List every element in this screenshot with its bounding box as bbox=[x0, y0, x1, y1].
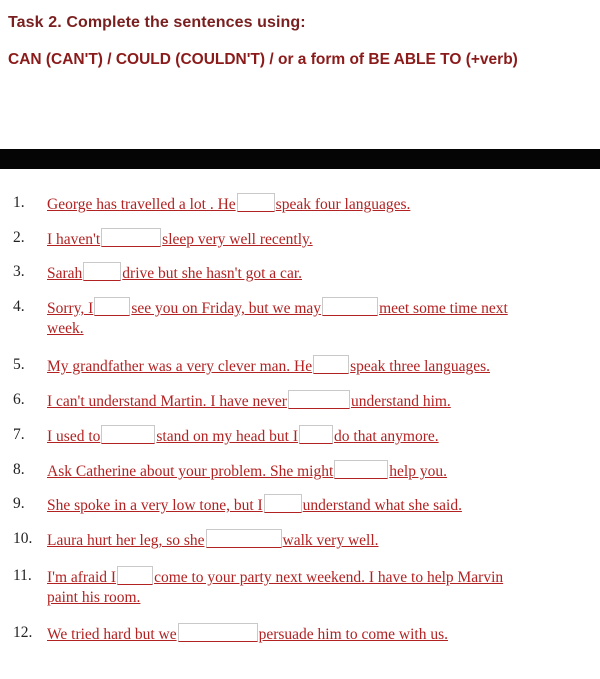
item-number: 7. bbox=[13, 426, 25, 443]
answer-box[interactable] bbox=[206, 529, 282, 548]
sentence-part: walk very well. bbox=[282, 532, 379, 549]
item-number: 12. bbox=[13, 624, 33, 641]
sentence-part: meet some time next bbox=[379, 300, 508, 317]
item-number: 10. bbox=[13, 530, 33, 547]
sentence-part: George has travelled a lot . He bbox=[47, 196, 236, 213]
black-band bbox=[0, 149, 600, 169]
sentence-part: Sorry, I bbox=[47, 300, 94, 317]
sentence-part: stand on my head but I bbox=[156, 428, 299, 445]
item-number: 11. bbox=[13, 567, 32, 584]
sentence-part: understand what she said. bbox=[302, 497, 462, 514]
answer-box[interactable] bbox=[288, 390, 350, 409]
item-number: 5. bbox=[13, 356, 25, 373]
sentence-part: My grandfather was a very clever man. He bbox=[47, 358, 313, 375]
sentence-part: She spoke in a very low tone, but I bbox=[47, 497, 263, 514]
answer-box[interactable] bbox=[334, 460, 388, 479]
answer-box[interactable] bbox=[83, 262, 121, 281]
item-number: 2. bbox=[13, 229, 25, 246]
answer-box[interactable] bbox=[313, 355, 349, 374]
sentence-part: understand him. bbox=[350, 393, 451, 410]
answer-box[interactable] bbox=[237, 193, 275, 212]
answer-box[interactable] bbox=[101, 425, 155, 444]
sentence-part: Ask Catherine about your problem. She might bbox=[47, 463, 334, 480]
sentence-part: Sarah bbox=[47, 265, 83, 282]
sentence-part: We tried hard but we bbox=[47, 626, 177, 643]
sentence-part: persuade him to come with us. bbox=[258, 626, 448, 643]
task-title: Task 2. Complete the sentences using: bbox=[8, 14, 306, 31]
sentence-part: come to your party next weekend. I have to help Marvin bbox=[154, 569, 504, 586]
item-number: 1. bbox=[13, 194, 25, 211]
item-number: 6. bbox=[13, 391, 25, 408]
item-number: 3. bbox=[13, 263, 25, 280]
sentence-part: paint his room. bbox=[47, 589, 141, 606]
sentence-part: week. bbox=[47, 320, 84, 337]
item-number: 4. bbox=[13, 298, 25, 315]
sentence-part: I used to bbox=[47, 428, 101, 445]
answer-box[interactable] bbox=[101, 228, 161, 247]
sentence-part: sleep very well recently. bbox=[162, 231, 313, 248]
answer-box[interactable] bbox=[299, 425, 333, 444]
sentence-part: do that anymore. bbox=[334, 428, 439, 445]
sentence-part: I haven't bbox=[47, 231, 101, 248]
answer-box[interactable] bbox=[94, 297, 130, 316]
sentence-part: speak three languages. bbox=[350, 358, 490, 375]
sentence-part: I can't understand Martin. I have never bbox=[47, 393, 287, 410]
item-number: 9. bbox=[13, 495, 25, 512]
sentence-part: I'm afraid I bbox=[47, 569, 117, 586]
sentence-part: Laura hurt her leg, so she bbox=[47, 532, 205, 549]
sentence-part: see you on Friday, but we may bbox=[131, 300, 322, 317]
answer-box[interactable] bbox=[264, 494, 302, 513]
answer-box[interactable] bbox=[178, 623, 258, 642]
sentence-part: drive but she hasn't got a car. bbox=[122, 265, 302, 282]
sentence-part: help you. bbox=[389, 463, 447, 480]
sentence-part: speak four languages. bbox=[275, 196, 411, 213]
task-instruction: CAN (CAN'T) / COULD (COULDN'T) / or a form of BE ABLE TO (+verb) bbox=[8, 51, 518, 68]
item-number: 8. bbox=[13, 461, 25, 478]
answer-box[interactable] bbox=[322, 297, 378, 316]
answer-box[interactable] bbox=[117, 566, 153, 585]
